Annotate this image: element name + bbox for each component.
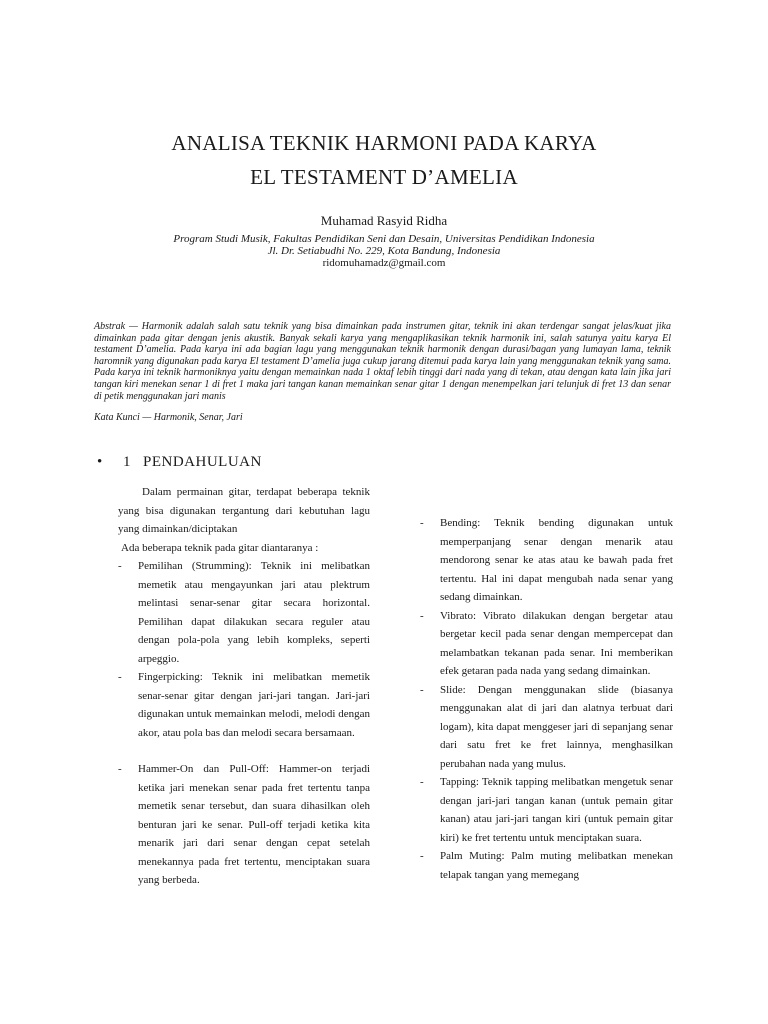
dash-icon: - — [420, 517, 424, 529]
author-affiliation: Program Studi Musik, Fakultas Pendidikan Seni dan Desain, Universitas Pendidikan Indonesia — [173, 233, 595, 245]
list-item — [420, 514, 673, 607]
list-item — [420, 847, 673, 884]
paper-title-line-1: ANALISA TEKNIK HARMONI PADA KARYA — [171, 131, 597, 155]
author-name: Muhamad Rasyid Ridha — [320, 213, 448, 228]
intro-paragraph: Dalam permainan gitar, terdapat beberapa teknik yang bisa digunakan tergantung dari kebutuhan lagu yang dimainkan/diciptakan — [118, 486, 370, 535]
technique-list-intro: Ada beberapa teknik pada gitar diantaranya : — [121, 541, 319, 554]
list-item-text: Fingerpicking: Teknik ini melibatkan memetik senar-senar gitar dengan jari-jari tangan. Jari-jari digunakan untuk memainkan melodi, melodi dengan akor, atau pola bas dan melodi secara bersamaan. — [138, 671, 370, 739]
dash-icon: - — [420, 850, 424, 862]
abstract — [94, 321, 671, 402]
list-item-text: Bending: Teknik bending digunakan untuk memperpanjang senar dengan menarik atau mendorong senar ke atas atau ke bawah pada fret tertentu. Hal ini dapat mengubah nada senar yang sedang dimainkan. — [440, 517, 673, 603]
section-title: PENDAHULUAN — [143, 454, 262, 470]
list-item-text: Palm Muting: Palm muting melibatkan menekan telapak tangan yang memegang — [440, 850, 673, 881]
keywords: Kata Kunci — Harmonik, Senar, Jari — [94, 412, 243, 423]
dash-icon: - — [420, 683, 424, 696]
left-column — [118, 483, 370, 890]
list-item-text: Slide: Dengan menggunakan slide (biasanya menggunakan alat di jari dan alatnya terbuat dari logam), kita dapat menggeser jari di sepanjang senar dari satu fret ke fret lainnya, menghasilkan perubahan nada yang mulus. — [440, 683, 673, 770]
list-item-text: Vibrato: Vibrato dilakukan dengan bergetar atau bergetar kecil pada senar dengan mempercepat dan melambatkan tekanan pada senar. Ini memberikan efek getaran pada nada yang sedang dimainkan. — [440, 609, 673, 677]
dash-icon: - — [118, 763, 122, 775]
dash-icon: - — [118, 671, 122, 683]
list-item — [118, 760, 370, 890]
list-item — [118, 668, 370, 742]
paper-title-line-2: EL TESTAMENT D’AMELIA — [250, 165, 518, 189]
spacer — [118, 742, 370, 760]
section-number: 1 — [123, 454, 131, 470]
list-item — [118, 557, 370, 668]
section-heading — [97, 452, 262, 472]
list-item — [420, 681, 673, 774]
abstract-text: Abstrak — Harmonik adalah salah satu teknik yang bisa dimainkan pada instrumen gitar, teknik ini akan terdengar sangat jelas/kuat jika dimainkan pada gitar dengan jenis akustik. Banyak sekali karya yang mengaplikasikan teknik harmonik ini, salah satunya yaitu karya El testament D’amelia. Pada karya ini ada bagian lagu yang menggunakan teknik harmonik dengan durasi/bagan yang lumayan lama, teknik haromnik yang digunakan pada karya El testament D’amelia juga cukup jarang ditemui pada karya lain yang menggunakan teknik yang sama. Pada karya ini teknik harmoniknya yaitu dengan memainkan nada 1 oktaf lebih tinggi dari nada yang di tekan, atau dengan kata lain jika jari tangan kiri menekan senar 1 di fret 1 maka jari tangan kanan memainkan senar gitar 1 dengan menempelkan jari telunjuk di fret 13 dan senar di petik menggunakan jari manis — [94, 321, 671, 402]
author-address: Jl. Dr. Setiabudhi No. 229, Kota Bandung, Indonesia — [267, 245, 501, 257]
bullet-icon: • — [97, 454, 103, 470]
dash-icon: - — [420, 609, 424, 622]
list-item-text: Tapping: Teknik tapping melibatkan mengetuk senar dengan jari-jari tangan kanan (untuk pemain gitar kanan) atau jari-jari tangan kiri (untuk pemain gitar kiri) ke fret tertentu untuk menciptakan suara. — [440, 776, 673, 844]
right-column — [420, 514, 673, 884]
list-item-text: Pemilihan (Strumming): Teknik ini melibatkan memetik atau mengayunkan jari atau plektrum melintasi senar-senar gitar secara horizontal. Pemilihan dapat dilakukan secara reguler atau dengan pola-pola yang lebih kompleks, seperti arpeggio. — [138, 560, 370, 665]
dash-icon: - — [118, 560, 122, 572]
list-item — [420, 607, 673, 681]
list-item-text: Hammer-On dan Pull-Off: Hammer-on terjadi ketika jari menekan senar pada fret tertentu tanpa memetik senar tersebut, dan suara dihasilkan oleh benturan jari ke senar. Pull-off terjadi ketika kita menarik jari dari senar dengan cepat setelah menekannya pada fret tertentu, menciptakan suara yang berbeda. — [138, 763, 370, 886]
dash-icon: - — [420, 776, 424, 788]
list-item — [420, 773, 673, 847]
author-email: ridomuhamadz@gmail.com — [322, 257, 446, 269]
